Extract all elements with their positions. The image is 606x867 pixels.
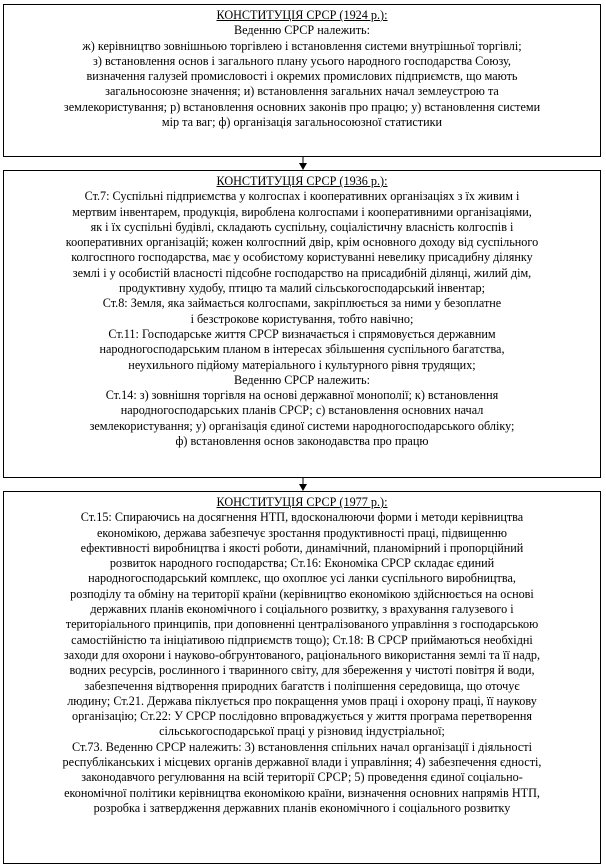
box3-line: республіканських і місцевих органів державної влади і управління; 4) забезпечення єдності, <box>62 755 542 770</box>
box2-line: продуктивну худобу, птицю та малий сільськогосподарський інвентар; <box>118 281 486 296</box>
box3-line: розвиток народного господарства; Ст.16: Економіка СРСР складає єдиний <box>109 556 495 571</box>
box1-line: Веденню СРСР належить: <box>234 23 370 38</box>
box2-line: народногосподарським планом в інтересах збільшення суспільного багатства, <box>99 342 505 357</box>
box1-line: загальносоюзне значення; и) встановлення загальних начал землеустрою та <box>105 84 499 99</box>
box2-line: неухильного підйому матеріального і культурного рівня трудящих; <box>128 357 476 372</box>
box3-line: розробка і затвердження державних планів економічного і соціального розвитку <box>93 800 511 815</box>
box2-line: кооперативних організацій; кожен колгоспний двір, крім основного доходу від суспільного <box>65 235 539 250</box>
box3-line: Ст.15: Спираючись на досягнення НТП, вдосконалюючи форми і методи керівництва <box>80 510 524 525</box>
box2-line: землі і у особистій власності підсобне господарство на присадибній ділянці, жилий дім, <box>72 265 532 280</box>
box2-line: Веденню СРСР належить: <box>234 372 370 387</box>
box3-line: державних планів економічного і соціального розвитку, з врахування галузевого і <box>90 602 514 617</box>
box3-line: економічної політики керівництва економікою країни, визначення основних напрямів НТП, <box>64 785 540 800</box>
box3-line: заходи для охорони і науково-обгрунтованого, раціонального використання землі та її надр, <box>63 647 541 662</box>
down-arrow-icon <box>298 478 308 491</box>
box2-line: Ст.14: з) зовнішня торгівля на основі державної монополії; к) встановлення <box>105 388 499 403</box>
box2-line: мертвим інвентарем, продукція, вироблена колгоспами і кооперативними організаціями, <box>72 204 532 219</box>
box3-line: організацію; Ст.22: У СРСР послідовно впроваджується у життя програма перетворення <box>72 709 532 724</box>
box3-line: людину; Ст.21. Держава піклується про покращення умов праці і охорону праці, її наукову <box>67 693 537 708</box>
box3-line: народногосподарський комплекс, що охоплює усі ланки суспільного виробництва, <box>88 571 516 586</box>
box1-line: визначення галузей промисловості і окремих промислових підприємств, що мають <box>86 69 518 84</box>
constitution-1924-title: КОНСТИТУЦІЯ СРСР (1924 р.): <box>216 8 388 22</box>
constitution-1936-box <box>3 170 601 478</box>
box2-line: Ст.8: Земля, яка займається колгоспами, закріплюється за ними у безоплатне <box>102 296 502 311</box>
box2-line: народногосподарських планів СРСР; с) встановлення основних начал <box>120 403 484 418</box>
box3-line: розподілу та обміну на території країни (керівництво економікою здійснюється на основі <box>70 586 534 601</box>
box3-line: самостійністю та ініціативою підприємств тощо); Ст.18: В СРСР приймаються необхідні <box>71 632 533 647</box>
box3-line: економікою, держава забезпечує зростання продуктивності праці, підвищенню <box>97 525 507 540</box>
box1-line: ж) керівництво зовнішньою торгівлею і встановлення системи внутрішньої торгівлі; <box>82 38 522 53</box>
box2-line: і безстрокове користування, тобто навічно; <box>190 311 414 326</box>
box3-line: ефективності виробництва і якості роботи, динамічний, планомірний і пропорційний <box>80 540 524 555</box>
constitution-1924-box <box>3 4 601 157</box>
box3-line: територіального принципів, при доповненні централізованого управління з господарською <box>65 617 539 632</box>
box3-line: Ст.73. Веденню СРСР належить: 3) встановлення спільних начал організації і діяльності <box>72 739 532 754</box>
box3-line: забезпечення відтворення природних багатств і поліпшення середовища, що оточує <box>84 678 520 693</box>
box3-line: сільськогосподарської праці у різновид індустріальної; <box>159 724 445 739</box>
down-arrow-icon <box>298 157 308 170</box>
box2-line: як і їх суспільні будівлі, складають суспільну, соціалістичну власність колгоспів і <box>90 219 514 234</box>
box3-line: законодавчого регулювання на всій території СРСР; 5) проведення єдиної соціально- <box>81 770 523 785</box>
box3-line: водних ресурсів, рослинного і тваринного світу, для збереження у чистоті повітря й води, <box>69 663 535 678</box>
box2-line: колгоспного господарства, має у особистому користуванні невелику присадибну ділянку <box>71 250 533 265</box>
box2-line: Ст.11: Господарське життя СРСР визначається і спрямовується державним <box>108 326 496 341</box>
box2-line: землекористування; у) організація єдиної системи народногосподарського обліку; <box>89 418 515 433</box>
constitution-1936-title: КОНСТИТУЦІЯ СРСР (1936 р.): <box>216 174 388 188</box>
box1-line: з) встановлення основ і загального плану усього народного господарства Союзу, <box>93 53 511 68</box>
constitution-1977-box <box>3 491 601 864</box>
constitution-1977-title: КОНСТИТУЦІЯ СРСР (1977 р.): <box>216 495 388 509</box>
box1-line: землекористування; р) встановлення основних законів про працю; у) встановлення системи <box>63 99 541 114</box>
box2-line: ф) встановлення основ законодавства про працю <box>175 434 429 449</box>
box1-line: мір та ваг; ф) організація загальносоюзної статистики <box>161 115 443 130</box>
box2-line: Ст.7: Суспільні підприємства у колгоспах і кооперативних організаціях з їх живим і <box>84 189 520 204</box>
